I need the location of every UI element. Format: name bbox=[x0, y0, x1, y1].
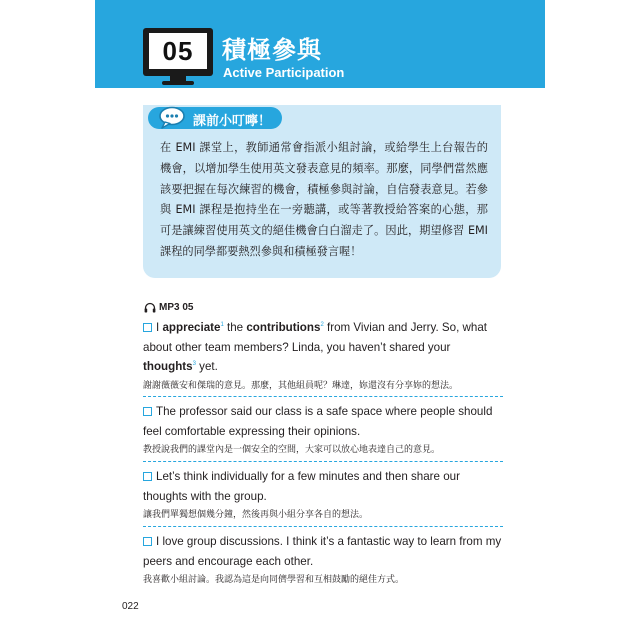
monitor-icon bbox=[143, 28, 213, 76]
vocab-term: thoughts bbox=[143, 360, 193, 373]
sentence-english bbox=[143, 318, 503, 377]
sentence-chinese: 讓我們單獨想個幾分鐘，然後再與小組分享各自的想法。 bbox=[143, 510, 369, 520]
sentence-text: yet. bbox=[195, 360, 218, 373]
checkbox[interactable] bbox=[143, 537, 152, 546]
headphones-icon bbox=[144, 302, 156, 313]
sentence-text: The professor said our class is a safe space where people should feel comfortable expressing their opinions. bbox=[143, 405, 493, 438]
sentence-text: from Vivian and Jerry. So, what about other team members? Linda, you haven’t shared your bbox=[143, 321, 488, 354]
sentence-english bbox=[143, 402, 503, 441]
monitor-base bbox=[162, 81, 194, 85]
footnote-marker: 3 bbox=[192, 361, 196, 367]
dashed-divider bbox=[143, 461, 503, 462]
sentence-chinese: 我喜歡小組討論。我認為這是向同儕學習和互相鼓勵的絕佳方式。 bbox=[143, 575, 405, 585]
sentence-text: the bbox=[223, 321, 247, 334]
sentence-item bbox=[143, 532, 503, 587]
vocab-term: appreciate bbox=[162, 321, 221, 334]
sentence-item bbox=[143, 467, 503, 522]
intro-paragraph: 在 EMI 課堂上，教師通常會指派小組討論，或給學生上台報告的機會，以增加學生使用英文發表意見的頻率。那麼，同學們當然應該要把握在每次練習的機會，積極參與討論，自信發表意見。若參與 EMI 課程是抱持坐在一旁聽講，或等著教授給答案的心態，那可是讓練習使用英文的絕佳機會白白溜走了。因此，期望修習 EMI 課程的同學都要熱烈參與和積極發言喔！ bbox=[160, 141, 488, 258]
sentence-chinese: 教授說我們的課堂內是一個安全的空間，大家可以放心地表達自己的意見。 bbox=[143, 445, 441, 455]
audio-track[interactable] bbox=[144, 302, 193, 313]
speech-bubble-icon bbox=[156, 106, 186, 130]
footnote-marker: 1 bbox=[220, 322, 224, 328]
page-number: 022 bbox=[122, 601, 139, 612]
sentence-english bbox=[143, 532, 503, 571]
sentence-item bbox=[143, 318, 503, 393]
checkbox[interactable] bbox=[143, 323, 152, 332]
dashed-divider bbox=[143, 396, 503, 397]
sentence-text: I love group discussions. I think it’s a fantastic way to learn from my peers and encourage each other. bbox=[143, 535, 502, 568]
dashed-divider bbox=[143, 526, 503, 527]
checkbox[interactable] bbox=[143, 472, 152, 481]
checkbox[interactable] bbox=[143, 407, 152, 416]
audio-label: MP3 05 bbox=[159, 302, 194, 313]
sentence-english bbox=[143, 467, 503, 506]
sentence-text: I bbox=[156, 321, 163, 334]
intro-label: 課前小叮嚀！ bbox=[193, 114, 272, 129]
sentence-chinese: 謝謝薇薇安和傑瑞的意見。那麼，其他組員呢？琳達，妳還沒有分享妳的想法。 bbox=[143, 380, 459, 391]
vocab-term: contributions bbox=[246, 321, 321, 334]
sentence-text: Let’s think individually for a few minutes and then share our thoughts with the group. bbox=[143, 470, 460, 503]
sentence-item bbox=[143, 402, 503, 457]
chapter-title-zh: 積極參與 bbox=[222, 36, 322, 64]
footnote-marker: 2 bbox=[320, 322, 324, 328]
chapter-number: 05 bbox=[149, 33, 207, 69]
chapter-title-en: Active Participation bbox=[223, 65, 345, 80]
